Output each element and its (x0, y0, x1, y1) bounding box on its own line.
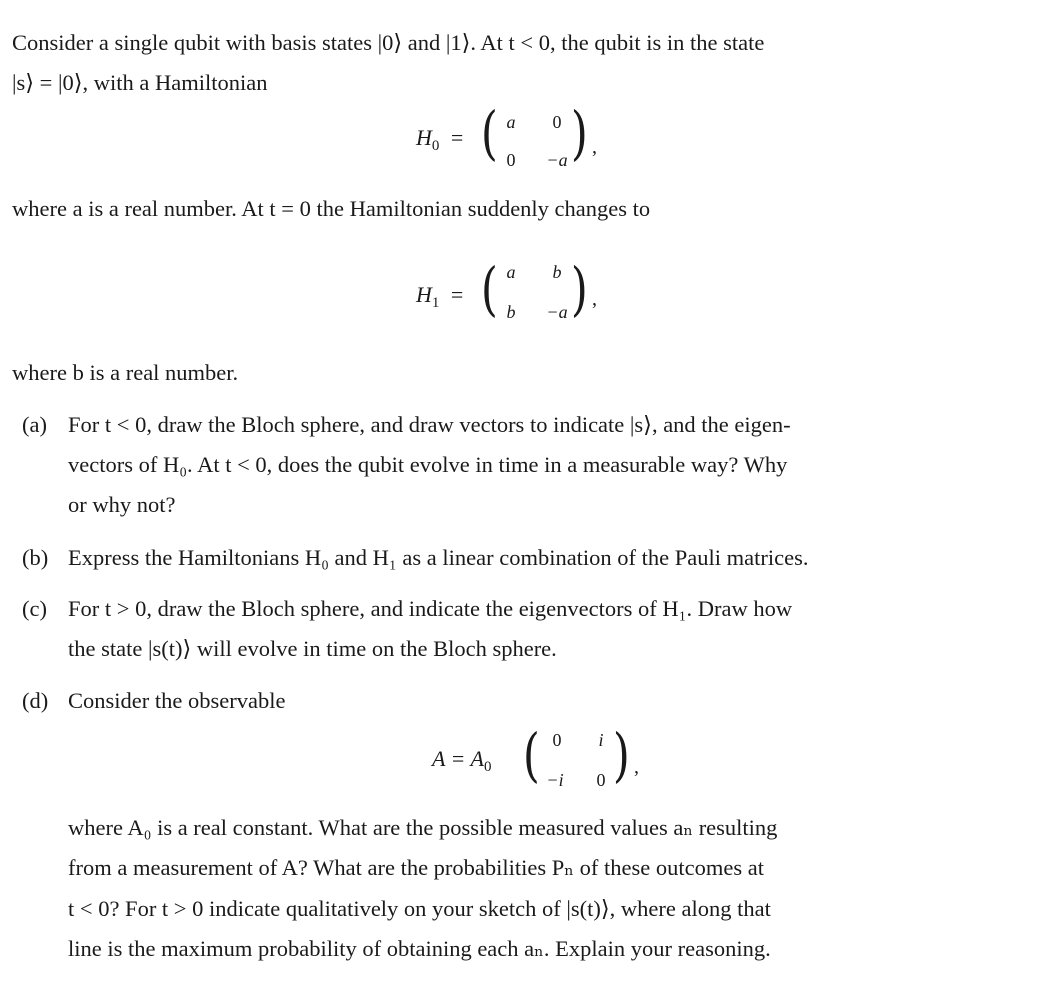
h1-right-paren: ) (570, 255, 588, 323)
h0-right-paren: ) (570, 99, 588, 167)
part-b-label: (b) (22, 545, 49, 570)
a-left-paren: ( (522, 721, 540, 789)
h0-equals: = (450, 125, 464, 150)
part-c-line-2: the state |s(t)⟩ will evolve in time on the Bloch sphere. (68, 636, 557, 661)
h0-m21: 0 (506, 150, 516, 170)
part-c-label: (c) (22, 596, 47, 621)
part-d-line-1: Consider the observable (68, 688, 286, 713)
part-c-line-1: For t > 0, draw the Bloch sphere, and indicate the eigenvectors of H₁. Draw how (68, 596, 793, 621)
h1-m11: a (506, 262, 516, 282)
a-m11: 0 (552, 730, 562, 750)
h1-subscript: 1 (431, 295, 440, 311)
intro-line-1: Consider a single qubit with basis states |0⟩ and |1⟩. At t < 0, the qubit is in the state (12, 30, 765, 55)
h1-symbol: H (416, 282, 432, 307)
part-d-line-3: from a measurement of A? What are the probabilities Pₙ of these outcomes at (68, 855, 764, 880)
h0-left-paren: ( (480, 99, 498, 167)
a-m22: 0 (596, 770, 606, 790)
a-m12: i (598, 730, 604, 750)
mid-line-2: where b is a real number. (12, 360, 239, 385)
part-b-line-1: Express the Hamiltonians H₀ and H₁ as a linear combination of the Pauli matrices. (68, 545, 809, 570)
mid-line-1: where a is a real number. At t = 0 the Hamiltonian suddenly changes to (12, 196, 651, 221)
part-d-line-5: line is the maximum probability of obtaining each aₙ. Explain your reasoning. (68, 936, 771, 961)
part-d-line-4: t < 0? For t > 0 indicate qualitatively on your sketch of |s(t)⟩, where along that (68, 896, 771, 921)
h0-symbol: H (416, 125, 432, 150)
intro-line-2: |s⟩ = |0⟩, with a Hamiltonian (12, 70, 268, 95)
h1-equals: = (450, 282, 464, 307)
part-a-line-1: For t < 0, draw the Bloch sphere, and draw vectors to indicate |s⟩, and the eigen- (68, 412, 791, 437)
h1-m12: b (552, 262, 562, 282)
a-right-paren: ) (612, 721, 630, 789)
a-comma: , (634, 756, 639, 778)
h0-m12: 0 (552, 112, 562, 132)
part-a-line-3: or why not? (68, 492, 176, 517)
h1-m22: −a (546, 302, 568, 322)
part-d-line-2: where A₀ is a real constant. What are the possible measured values aₙ resulting (68, 815, 778, 840)
part-d-label: (d) (22, 688, 49, 713)
h0-comma: , (592, 136, 597, 158)
h0-m11: a (506, 112, 516, 132)
h0-subscript: 0 (431, 138, 440, 154)
part-a-line-2: vectors of H₀. At t < 0, does the qubit evolve in time in a measurable way? Why (68, 452, 788, 477)
a-subscript: 0 (483, 759, 492, 775)
part-a-label: (a) (22, 412, 47, 437)
h1-left-paren: ( (480, 255, 498, 323)
a-m21: −i (546, 770, 564, 790)
h1-comma: , (592, 288, 597, 310)
h1-m21: b (506, 302, 516, 322)
h0-m22: −a (546, 150, 568, 170)
a-lhs: A = A (432, 746, 484, 771)
